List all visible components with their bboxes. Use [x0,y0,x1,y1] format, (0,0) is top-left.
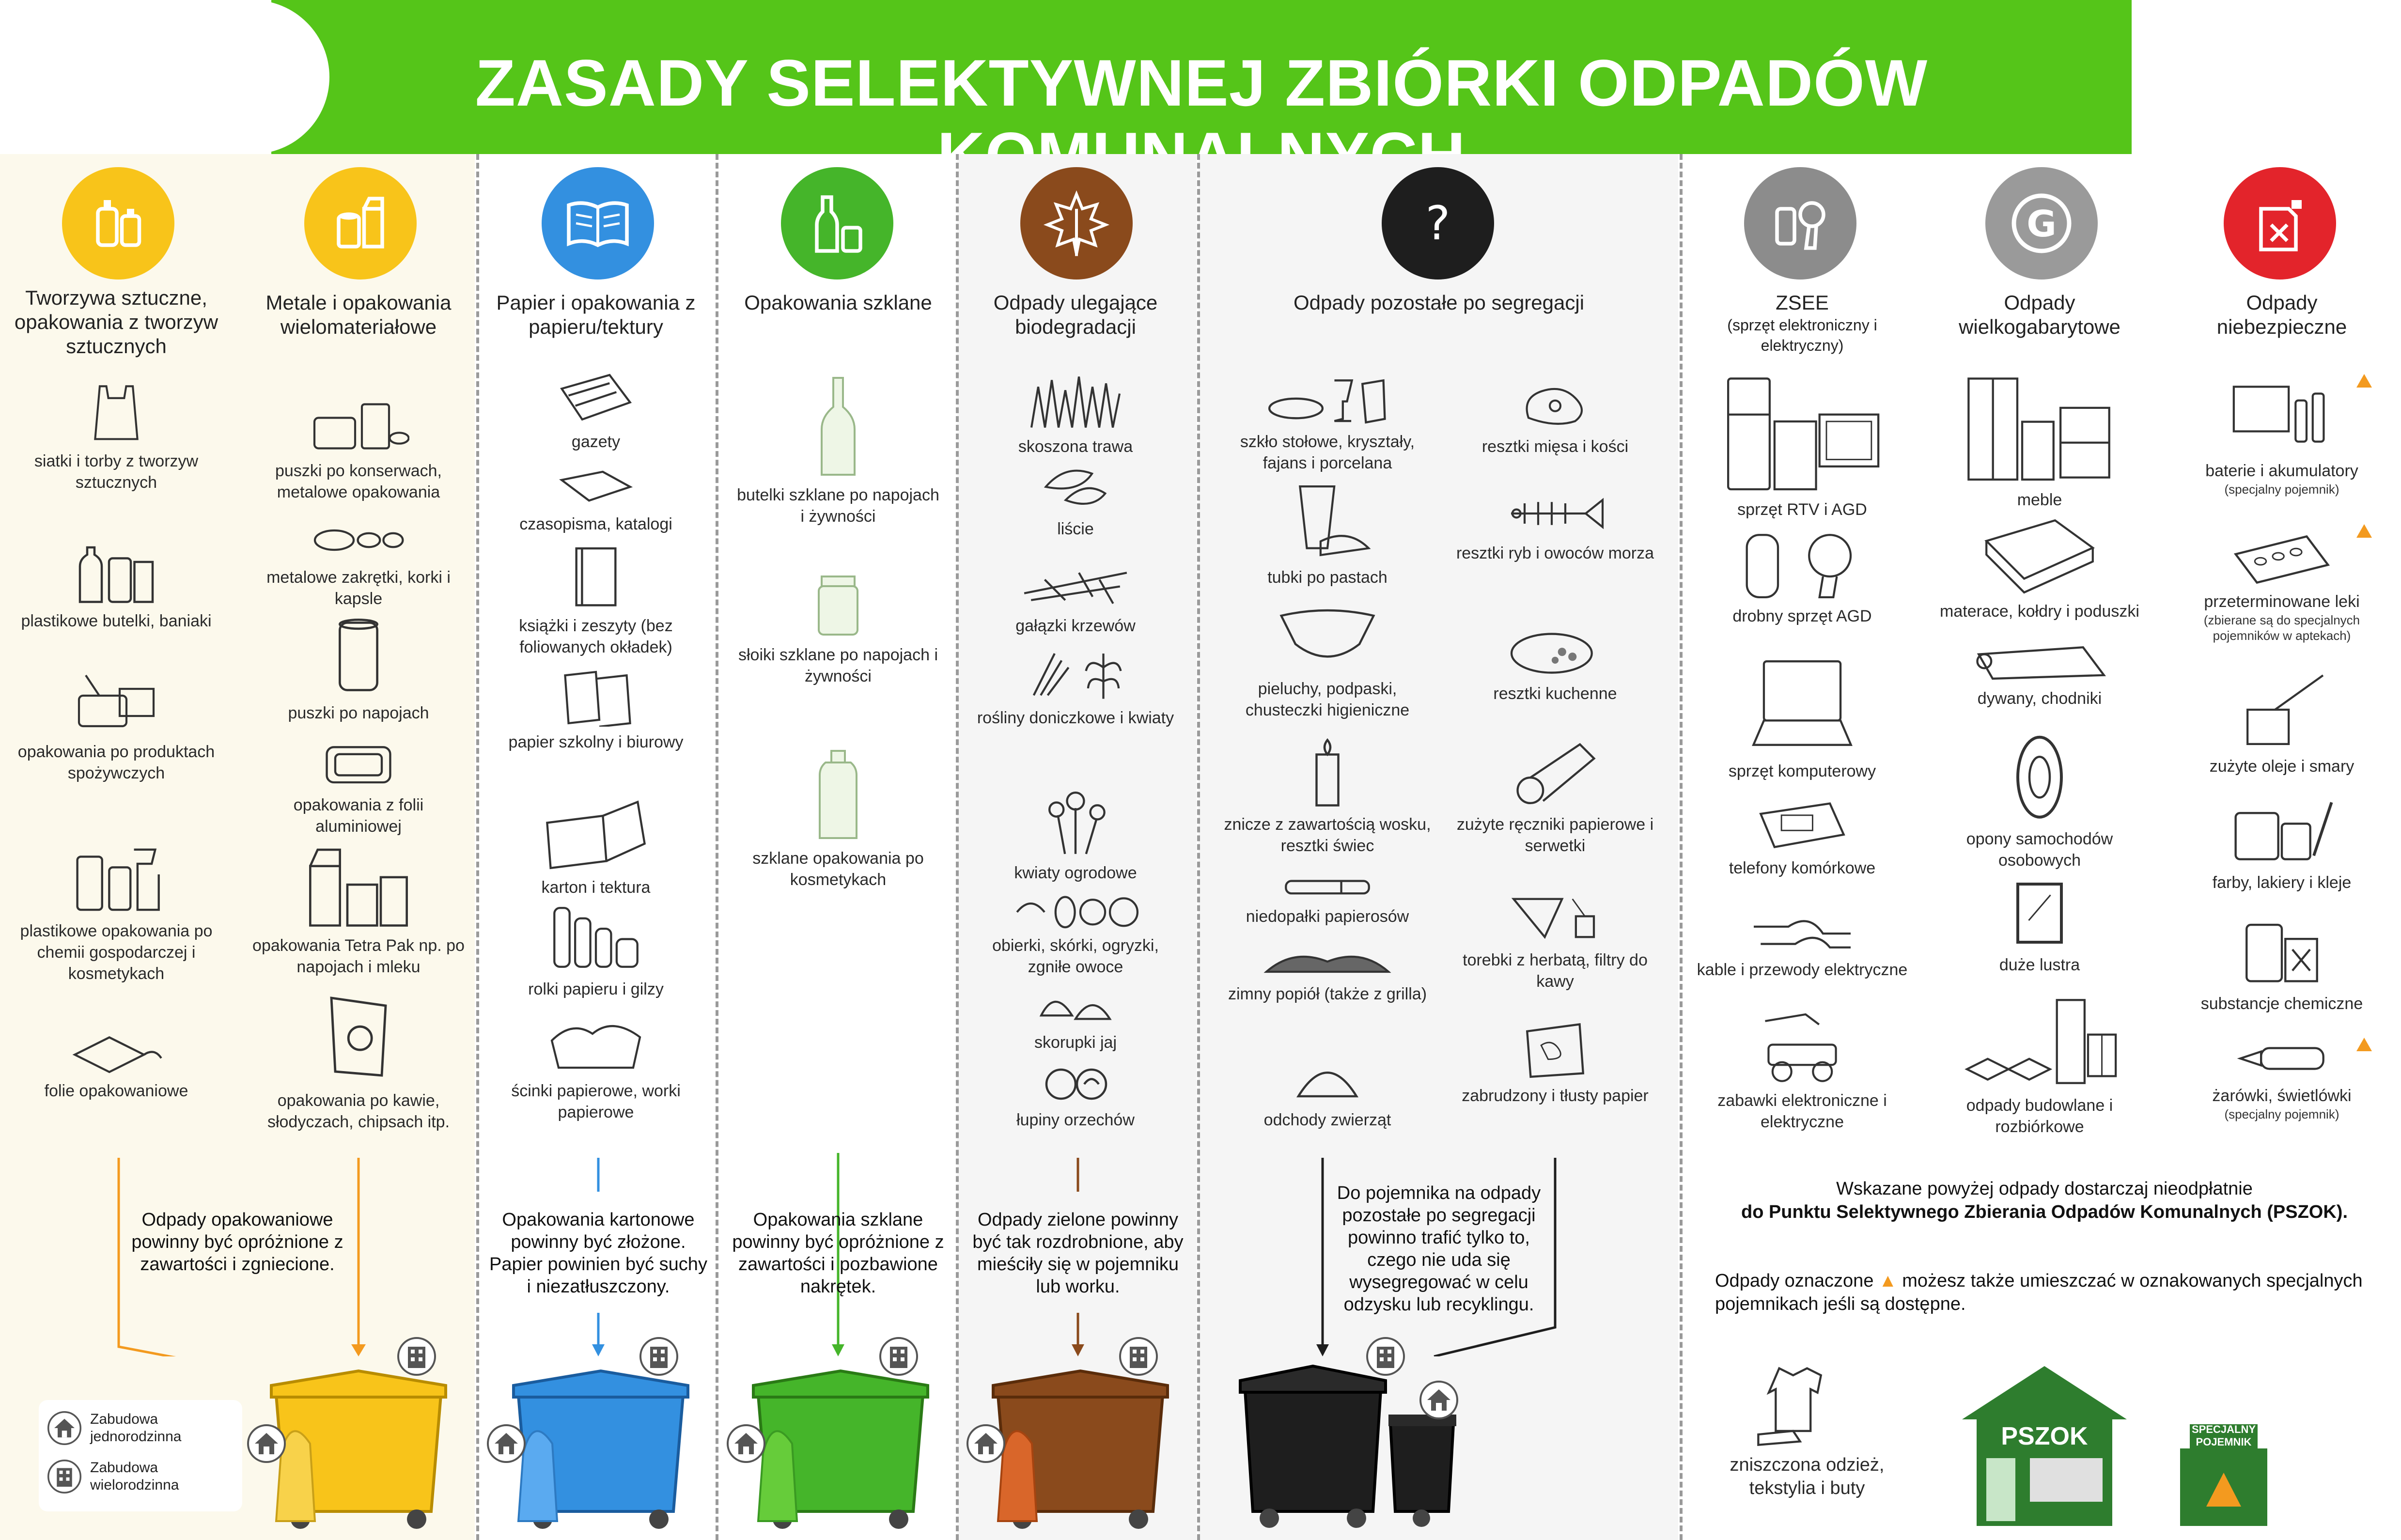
clothes-shoes-icon [1751,1361,1863,1448]
list-item: plastikowe opakowania po chemii gospodarczej i kosmetykach [10,833,223,984]
list-item: meble [1933,373,2146,511]
paper-scraps-icon [545,1012,647,1075]
apartment-building-icon [1119,1337,1158,1376]
tire-icon [2011,731,2069,824]
spray-bottle-icon [70,833,162,916]
paper-sheets-icon [555,669,637,727]
ash-icon [1260,945,1395,979]
category-title-zsee [1696,291,1909,356]
glass-bottle-item-icon [814,373,862,480]
svg-text:G: G [2027,202,2057,245]
list-item: szkło stołowe, kryształy, fajans i porcelana [1221,373,1434,474]
list-item: opakowania po produktach spożywczych [10,669,223,784]
list-item: zimny popiół (także z grilla) [1221,945,1434,1005]
list-item: skorupki jaj [974,983,1177,1053]
greasy-paper-icon [1519,1017,1591,1080]
list-item: karton i tektura [494,794,698,898]
orange-triangle-icon [2355,373,2373,389]
glass-jar-icon [814,572,862,639]
book-icon [542,167,654,280]
plastic-bottles-icon [62,167,174,280]
bottle-caps-icon [310,518,407,562]
mattress-icon [1979,513,2100,596]
list-item: puszki po napojach [252,615,465,724]
list-item: odchody zwierząt [1221,1056,1434,1131]
apartment-building-icon [47,1460,81,1493]
list-item: pieluchy, podpaski, chusteczki higieniczne [1221,601,1434,721]
kitchen-scraps-icon [1507,625,1604,678]
book-item-icon [569,543,623,610]
list-item: rolki papieru i gilzy [494,901,698,1000]
candle-icon [1306,736,1349,809]
list-item: rośliny doniczkowe i kwiaty [974,639,1177,729]
animal-waste-icon [1291,1056,1364,1104]
list-item: znicze z zawartością wosku, resztki świec [1221,736,1434,856]
list-item: duże lustra [1933,877,2146,976]
fish-bones-icon [1504,489,1606,538]
list-item: gałązki krzewów [974,552,1177,637]
list-item: zabawki elektroniczne i elektryczne [1696,1008,1909,1133]
category-title-plastics: Tworzywa sztuczne, opakowania z tworzyw sztucznych [14,286,218,358]
grass-icon [1025,373,1126,431]
apartment-building-icon [397,1337,436,1376]
bio-note: Odpady zielone powinny być tak rozdrobnione, aby mieściły się w pojemniku lub worku. [972,1210,1184,1297]
food-can-icon [308,397,409,455]
category-title-bio: Odpady ulegające biodegradacji [993,291,1158,338]
leaves-icon [1039,460,1112,513]
list-item: zużyte oleje i smary [2175,669,2388,777]
mirror-icon [2011,877,2069,949]
list-item: materace, kołdry i poduszki [1933,513,2146,622]
cardboard-box-icon [540,794,652,872]
toy-car-icon [1751,1008,1853,1085]
category-title-mixed: Odpady pozostałe po segregacji [1293,291,1585,314]
banner-left-cap [0,0,329,154]
paper-rolls-icon [547,901,644,974]
battery-icon [2226,373,2338,455]
legend [39,1400,242,1511]
list-item: opakowania po kawie, słodyczach, chipsach itp. [252,988,465,1133]
list-item: słoiki szklane po napojach i żywności [736,572,940,687]
toothpaste-tube-icon [1279,480,1376,562]
orange-triangle-icon [2355,1037,2373,1052]
tea-bag-filter-icon [1507,891,1604,945]
pills-blister-icon [2229,533,2335,586]
house-icon [967,1424,1005,1463]
food-container-icon [70,669,162,736]
list-item: telefony komórkowe [1696,799,1909,879]
special-container-sign: SPECJALNY POJEMNIK [2191,1423,2256,1448]
letter-g-icon [1985,167,2098,280]
list-item: odpady budowlane i rozbiórkowe [1933,993,2146,1137]
leaf-icon [1020,167,1133,280]
chemical-canister-icon [2238,911,2325,988]
newspaper-icon [555,368,637,426]
yellow-bin [262,1356,455,1531]
list-item: ścinki papierowe, worki papierowe [494,1012,698,1123]
list-item: opakowania z folii aluminiowej [252,736,465,837]
list-item: żarówki, świetlówki (specjalny pojemnik) [2175,1037,2388,1122]
house-icon [487,1424,526,1463]
list-item: opony samochodów osobowych [1933,731,2146,871]
category-title-glass: Opakowania szklane [744,291,932,314]
list-item: sprzęt RTV i AGD [1696,373,1909,520]
house-icon [47,1411,81,1445]
paper-towel-icon [1509,736,1601,809]
paint-cans-icon [2229,794,2335,867]
zsee-title: ZSEE [1776,291,1829,314]
apartment-building-icon [639,1337,678,1376]
foil-tray-icon [320,736,397,790]
cables-icon [1746,906,1858,954]
list-item: resztki mięsa i kości [1453,378,1657,457]
question-mark-icon [1382,167,1494,280]
blue-bin [504,1356,698,1531]
egg-shells-icon [1034,983,1117,1027]
paper-note: Opakowania kartonowe powinny być złożone. Papier powinien być suchy i niezatłuszczony. [489,1210,707,1297]
diaper-icon [1274,601,1381,673]
list-item: książki i zeszyty (bez foliowanych okładek) [494,543,698,658]
laptop-icon [1746,654,1858,756]
category-title-hazardous: Odpady niebezpieczne [2216,291,2347,338]
list-item: metalowe zakrętki, korki i kapsle [252,518,465,609]
list-item: przeterminowane leki (zbierane są do specjalnych pojemników w aptekach) [2175,533,2388,643]
header-banner [0,0,2401,154]
list-item: zużyte ręczniki papierowe i serwetki [1453,736,1657,856]
legend-single-family: Zabudowa jednorodzinna [47,1411,211,1446]
furniture-icon [1962,373,2117,484]
tableware-icon [1264,373,1390,426]
pszok-info: Wskazane powyżej odpady dostarczaj nieodpłatnie do Punktu Selektywnego Zbierania Odpadów Komunalnych (PSZOK). [1741,1179,2348,1222]
list-item: farby, lakiery i kleje [2175,794,2388,893]
list-item: drobny sprzęt AGD [1696,528,1909,627]
shaver-hairdryer-icon [1739,528,1865,601]
list-item: gazety [494,368,698,452]
glass-note: Opakowania szklane powinny być opróżnione z zawartości i pozbawione nakrętek. [732,1210,944,1297]
tetra-pak-icon [303,843,414,930]
green-bin [744,1356,937,1531]
legend-multi-family: Zabudowa wielorodzinna [47,1459,211,1494]
list-item: zniszczona odzież, tekstylia i buty [1725,1361,1889,1500]
list-item: tubki po pastach [1221,480,1434,588]
magazine-icon [555,465,637,509]
oil-can-icon [2233,669,2330,751]
list-item: folie opakowaniowe [19,1027,213,1102]
list-item: skoszona trawa [974,373,1177,457]
hazard-canister-icon [2224,167,2336,280]
house-icon [247,1424,286,1463]
plastic-bottle-icon [73,533,160,606]
list-item: kwiaty ogrodowe [974,780,1177,884]
plastics-note: Odpady opakowaniowe powinny być opróżnione z zawartości i zgniecione. [131,1210,343,1275]
list-item: opakowania Tetra Pak np. po napojach i mleku [252,843,465,978]
list-item: szklane opakowania po kosmetykach [736,746,940,890]
list-item: resztki kuchenne [1453,625,1657,704]
construction-debris-icon [1960,993,2120,1090]
orange-triangle-icon [2355,523,2373,539]
fridge-tv-icon [1722,373,1882,494]
house-icon [727,1424,765,1463]
cosmetic-bottle-icon [814,746,862,843]
glass-bottle-icon [781,167,893,280]
cigarette-butt-icon [1279,872,1376,901]
list-item: torebki z herbatą, filtry do kawy [1453,891,1657,992]
list-item: obierki, skórki, ogryzki, zgniłe owoce [974,891,1177,978]
twigs-icon [1017,552,1134,610]
can-carton-icon [304,167,417,280]
phone-hairdryer-icon [1744,167,1856,280]
category-title-metals: Metale i opakowania wielomateriałowe [265,291,452,338]
rug-icon [1972,639,2107,683]
drink-can-icon [332,615,385,698]
mixed-note: Do pojemnika na odpady pozostałe po segregacji powinno trafić tylko to, czego nie uda się wysegregować w celu odzysku lub recyklingu. [1337,1183,1541,1315]
list-item: sprzęt komputerowy [1696,654,1909,782]
list-item: zabrudzony i tłusty papier [1453,1017,1657,1106]
plastic-bag-icon [82,373,150,446]
pszok-sign: PSZOK [2001,1422,2088,1450]
list-item: butelki szklane po napojach i żywności [736,373,940,527]
apartment-building-icon [879,1337,918,1376]
page-title: ZASADY SELEKTYWNEJ ZBIÓRKI ODPADÓW [475,46,1928,120]
category-title-paper: Papier i opakowania z papieru/tektury [496,291,696,338]
list-item: puszki po konserwach, metalowe opakowania [252,397,465,503]
category-title-bulky: Odpady wielkogabarytowe [1959,291,2120,338]
potted-plants-icon [1020,639,1131,702]
meat-bone-icon [1514,378,1596,431]
list-item: niedopałki papierosów [1221,872,1434,927]
apartment-building-icon [1366,1337,1405,1376]
banner-right-cap [2238,0,2401,154]
mobile-phone-icon [1754,799,1851,853]
list-item: papier szkolny i biurowy [494,669,698,753]
list-item: kable i przewody elektryczne [1696,906,1909,980]
fruit-peels-icon [1010,891,1141,930]
list-item: resztki ryb i owoców morza [1453,489,1657,564]
nut-shells-icon [1039,1061,1112,1104]
black-bins [1235,1352,1458,1531]
list-item: plastikowe butelki, baniaki [15,533,218,632]
list-item: czasopisma, katalogi [494,465,698,535]
orange-triangle-icon: ▲ [1879,1271,1897,1291]
list-item: substancje chemiczne [2175,911,2388,1014]
special-container-info: Odpady oznaczone ▲ możesz także umieszczać w oznakowanych specjalnych pojemnikach jeśli są dostępne. [1715,1271,2363,1314]
house-icon [1419,1381,1458,1419]
lightbulb-icon [2233,1037,2330,1080]
list-item: liście [974,460,1177,540]
garden-flowers-icon [1037,780,1114,857]
zsee-subtitle: (sprzęt elektroniczny i elektryczny) [1727,316,1877,354]
list-item: baterie i akumulatory (specjalny pojemnik) [2175,373,2388,497]
brown-bin [983,1356,1177,1531]
list-item: siatki i torby z tworzyw sztucznych [15,373,218,493]
svg-text:?: ? [1425,196,1450,250]
list-item: łupiny orzechów [974,1061,1177,1131]
foil-roll-icon [68,1027,165,1075]
list-item: dywany, chodniki [1933,639,2146,709]
coffee-bag-icon [320,988,397,1085]
